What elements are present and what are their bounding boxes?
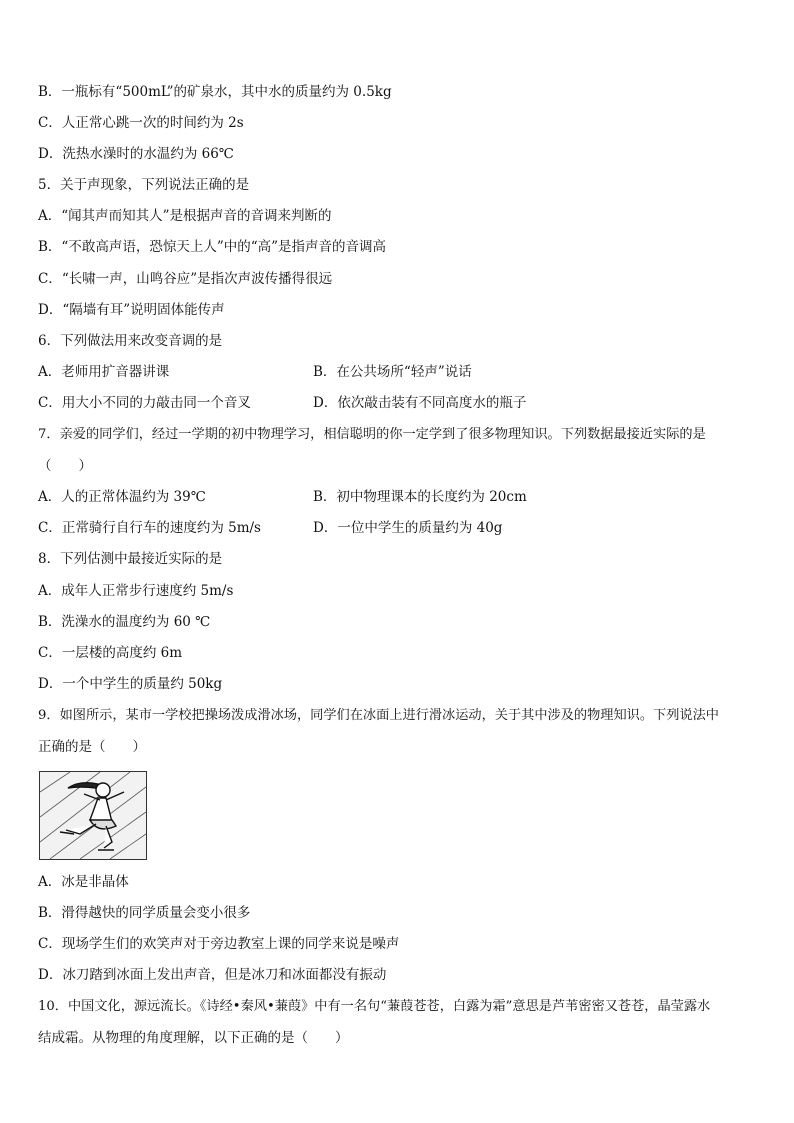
q8-option-b: B．洗澡水的温度约为 60 ℃ (38, 614, 211, 630)
q7-option-b: B．初中物理课本的长度约为 20cm (313, 489, 527, 505)
q6-option-a: A．老师用扩音器讲课 (38, 364, 170, 380)
q5-stem: 5．关于声现象，下列说法正确的是 (38, 177, 250, 193)
q7-stem: 7．亲爱的同学们，经过一学期的初中物理学习，相信聪明的你一定学到了很多物理知识。下列数据最接近实际的是 (38, 427, 706, 442)
q7-option-c: C．正常骑行自行车的速度约为 5m/s (38, 520, 261, 536)
q9-option-d: D．冰刀踏到冰面上发出声音，但是冰刀和冰面都没有振动 (38, 967, 387, 983)
q4-option-d: D．洗热水澡时的水温约为 66℃ (38, 146, 234, 162)
q10-stem-cont: 结成霜。从物理的角度理解，以下正确的是（ ） (38, 1030, 349, 1046)
q6-option-d: D．依次敲击装有不同高度水的瓶子 (313, 395, 527, 411)
q7-option-a: A．人的正常体温约为 39℃ (38, 489, 206, 505)
q9-stem-cont: 正确的是（ ） (38, 739, 146, 755)
q9-option-c: C．现场学生们的欢笑声对于旁边教室上课的同学来说是噪声 (38, 936, 400, 952)
q7-option-d: D．一位中学生的质量约为 40g (313, 520, 503, 536)
q8-option-c: C．一层楼的高度约 6m (38, 645, 183, 661)
q6-stem: 6．下列做法用来改变音调的是 (38, 333, 223, 349)
q4-option-b: B．一瓶标有“500mL”的矿泉水，其中水的质量约为 0.5kg (38, 84, 392, 100)
q7-stem-blank: （ ） (38, 458, 92, 474)
q5-option-a: A．“闻其声而知其人”是根据声音的音调来判断的 (38, 208, 332, 224)
q5-option-d: D．“隔墙有耳”说明固体能传声 (38, 302, 225, 318)
q8-stem: 8．下列估测中最接近实际的是 (38, 551, 223, 567)
q8-option-a: A．成年人正常步行速度约 5m/s (38, 583, 234, 599)
q9-option-b: B．滑得越快的同学质量会变小很多 (38, 905, 251, 921)
q6-option-b: B．在公共场所“轻声”说话 (313, 364, 472, 380)
q4-option-c: C．人正常心跳一次的时间约为 2s (38, 115, 244, 131)
q8-option-d: D．一个中学生的质量约 50kg (38, 676, 223, 692)
q6-option-c: C．用大小不同的力敲击同一个音叉 (38, 395, 251, 411)
q9-option-a: A．冰是非晶体 (38, 874, 129, 890)
q5-option-c: C．“长啸一声，山鸣谷应”是指次声波传播得很远 (38, 271, 333, 287)
skater-figure (39, 771, 147, 860)
q10-stem: 10．中国文化，源远流长。《诗经•秦风•蒹葭》中有一名句“蒹葭苍苍，白露为霜”意思是芦苇密密又苍苍，晶莹露水 (38, 999, 711, 1014)
q5-option-b: B．“不敢高声语，恐惊天上人”中的“高”是指声音的音调高 (38, 239, 387, 255)
q9-stem: 9．如图所示，某市一学校把操场泼成滑冰场，同学们在冰面上进行滑冰运动，关于其中涉及的物理知识。下列说法中 (38, 708, 719, 723)
